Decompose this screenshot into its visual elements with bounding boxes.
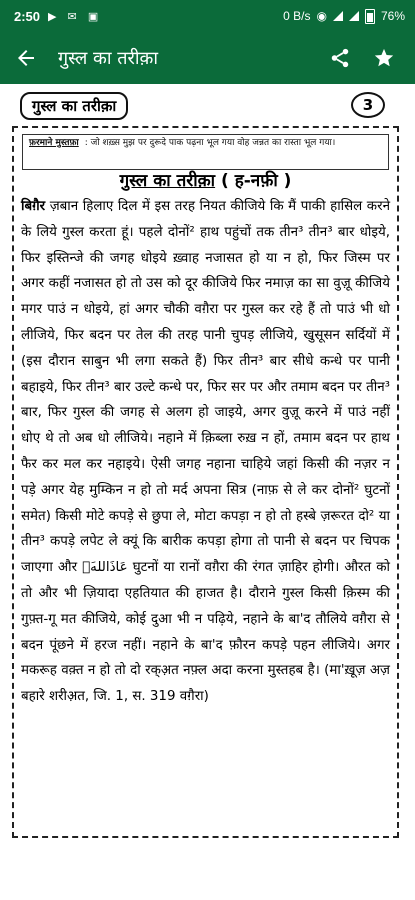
book-page xyxy=(0,84,415,900)
share-icon[interactable] xyxy=(329,47,351,69)
section-title xyxy=(14,168,397,191)
page-number: 3 xyxy=(351,92,385,118)
signal-icon xyxy=(333,11,343,21)
battery-icon xyxy=(365,9,375,24)
chapter-label: गुस्ल का तरीक़ा xyxy=(20,92,128,120)
wifi-icon: ◉ xyxy=(316,9,327,23)
first-word: बिग़ैर xyxy=(21,199,46,214)
status-bar xyxy=(0,0,415,32)
body-paragraph xyxy=(21,194,390,710)
app-bar-title: गुस्ल का तरीक़ा xyxy=(58,48,159,69)
battery-percent: 76% xyxy=(380,9,405,23)
star-icon[interactable] xyxy=(373,47,395,69)
farmaan-text: : जो शख़्स मुझ पर दुरूदे पाक पढ़ना भूल गया वोह जन्नत का रास्ता भूल गया। xyxy=(84,138,336,148)
signal-icon-2 xyxy=(349,11,359,21)
status-time: 2:50 xyxy=(14,8,41,24)
farmaan-heading: फ़रमाने मुस्तफ़ा xyxy=(29,138,79,148)
section-subtitle: ( ह-नफ़ी ) xyxy=(221,171,292,191)
app-bar xyxy=(0,32,415,84)
farmaan-box xyxy=(22,134,389,170)
status-right xyxy=(283,9,405,24)
back-arrow-icon[interactable] xyxy=(14,46,38,70)
body-text: ज़बान हिलाए दिल में इस तरह नियत कीजिये कि मैं पाकी हासिल करने के लिये गुस्ल करता हूं। पहले दोनों² हाथ पहुंचों तक तीन³ तीन³ बार धोइये, फिर इस्तिन्जे की जगह धोइये ख़्वाह नजासत हो या न हो, फिर जिस्म पर अगर कहीं नजासत हो तो उस को दूर कीजिये फिर नमाज़ का सा वुज़ू कीजिये मगर पाउं न धोइये, हां अगर चौकी वग़ैरा पर गुस्ल कर रहे हैं तो पाउं भी धो लीजिये, फिर बदन पर तेल की तरह पानी चुपड़ लीजिये, खुसूसन सर्दियों में (इस दौरान साबुन भी लगा सकते हैं) फिर तीन³ बार सीधे कन्धे पर पानी बहाइये, फिर तीन³ बार उल्टे कन्धे पर, फिर सर पर और तमाम बदन पर तीन³ बार, फिर गुस्ल की जगह से अलग हो जाइये, अगर वुज़ू करने में पाउं नहीं धोए थे तो अब धो लीजिये। नहाने में क़िब्ला रुख़ न हों, तमाम बदन पर हाथ फैर कर मल कर नहाइये। ऐसी जगह नहाना चाहिये जहां किसी की नज़र न पड़े अगर येह मुम्किन न हो तो मर्द अपना सित्र (नाफ़ से ले कर दोनों² घुटनों समेत) किसी मोटे कपड़े से छुपा ले, मोटा कपड़ा न हो तो हस्बे ज़रूरत दो² या तीन³ कपड़े लपेट ले क्यूं कि बारीक कपड़ा होगा तो पानी से बदन पर चिपक जाएगा और मَعَاذَالله घुटनों या रानों वग़ैरा की रंगत ज़ाहिर होगी। औरत को तो और भी ज़ियादा एहतियात की हाजत है। दौराने गुस्ल किसी क़िस्म की गुफ़्त-गू मत कीजिये, कोई दुआ भी न पढ़िये, नहाने के बा'द तौलिये वग़ैरा से बदन पूंछने में हरज नहीं। नहाने के बा'द फ़ौरन कपड़े पहन लीजिये। अगर मकरूह वक़्त न हो तो दो रक्अ़त नफ़्ल अदा करना मुस्तहब है। (मा'ख़ूज़ अज़ बहारे शरीअ़त, जि. 1, स. 319 वग़ैरा) xyxy=(21,199,391,705)
notification-icons: ▶ ✉ ▣ xyxy=(48,10,103,23)
content-frame xyxy=(12,126,399,838)
network-speed: 0 B/s xyxy=(283,9,311,23)
section-title-label: गुस्ल का तरीक़ा xyxy=(119,171,216,191)
page-header xyxy=(20,92,395,122)
